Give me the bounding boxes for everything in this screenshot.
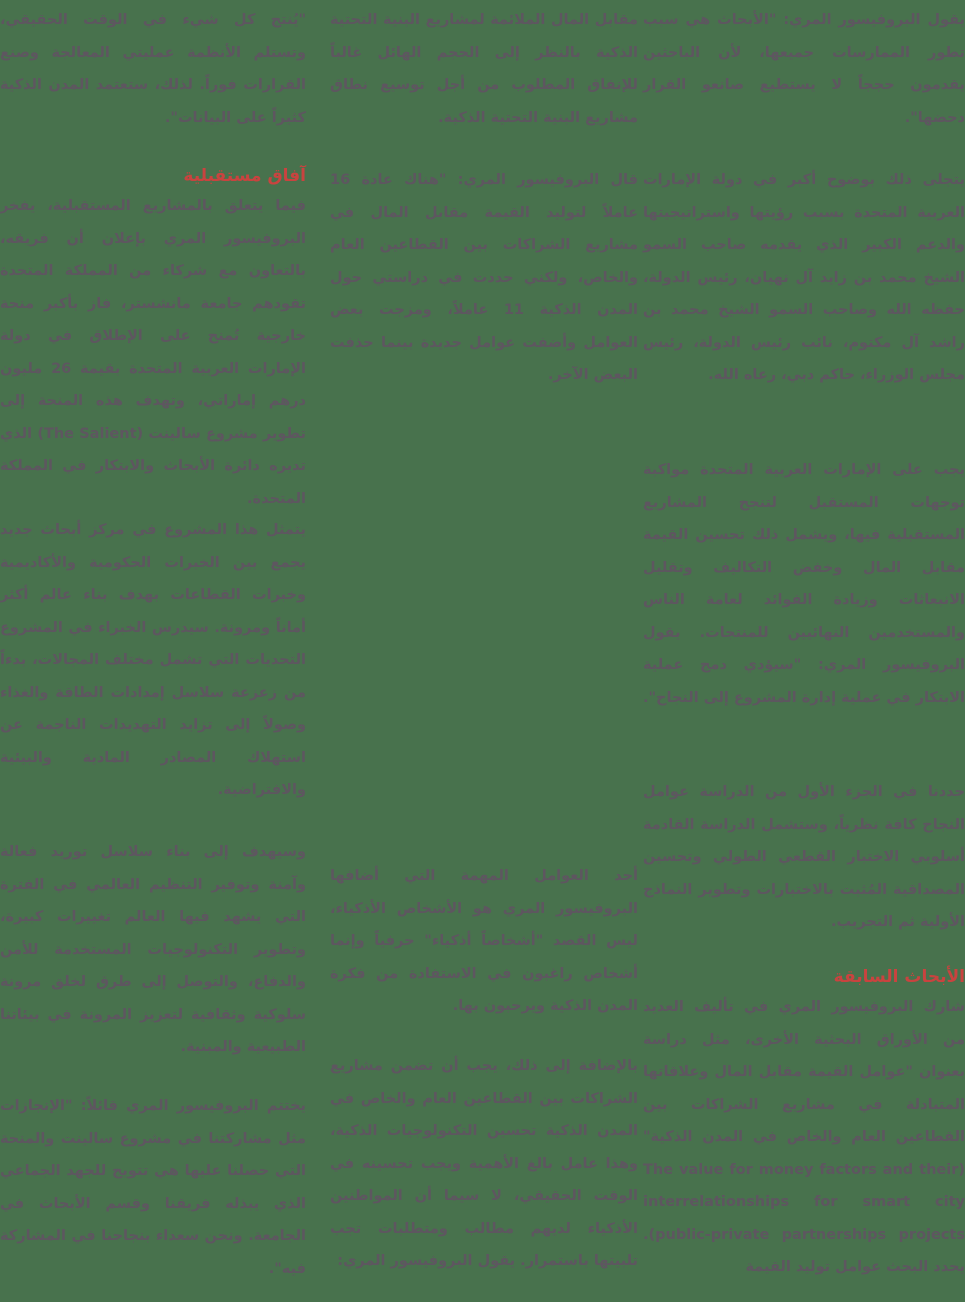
text-block [0, 1090, 306, 1285]
paragraph: يختتم البروفيسور المري قائلاً: "الإنجازات مثل مشاركتنا في مشروع سالينت والمنحة التي حصلنا عليها هي تتويج للجهد الجماعي الذي يبذله فريقنا وقسم الأبحاث في الجامعة. ونحن سعداء بنجاحنا في المشاركة فيه". [0, 1098, 306, 1277]
section [643, 963, 965, 1284]
text-block [643, 454, 965, 714]
paragraph: "يُنتج كل شيء في الوقت الحقيقي، وتستلم الأنظمة عمليتي المعالجة وصنع القرارات فوراً. لذلك، ستعتمد المدن الذكية كثيراً على البيانات". [0, 12, 306, 126]
text-block [0, 836, 306, 1064]
section-heading-previous-research: الأبحاث السابقة [833, 967, 965, 987]
text-block [643, 164, 965, 392]
text-block [330, 164, 638, 392]
paragraph: يقول البروفيسور المري: "الأبحاث هي سبب تطور الممارسات جميعها، لأن الباحثين يقدمون حججاً لا يستطيع صانعو القرار دحضها". [643, 12, 965, 126]
paragraph: بالإضافة إلى ذلك، يجب أن تضمن مشاريع الشراكات بين القطاعين العام والخاص في المدن الذكية تحسين التكنولوجيات الذكية، وهذا عامل بالغ الأهمية ويجب تحسينه في الوقت الحقيقي، لا سيما أن المواطنين الأذكياء لديهم مطالب ومتطلبات تجب تلبيتها باستمرار. يقول البروفيسور المري: [330, 1058, 638, 1269]
text-block [0, 514, 306, 807]
text-block [0, 4, 306, 134]
text-block [330, 4, 638, 134]
paragraph: وسيهدف إلى بناء سلاسل توريد فعالة وآمنة وتوفير التنظيم العالمي في الفترة التي يشهد فيها العالم تغييرات كبيرة، وتطوير التكنولوجيات المستخدمة للأمن والدفاع، والتوصل إلى طرق لخلق مرونة سلوكية وثقافية لتعزيز المرونة في بيئاتنا الطبيعية والمبنية. [0, 844, 306, 1055]
paragraph: فيما يتعلق بالمشاريع المستقبلية، يفخر البروفيسور المري بإعلان أن فريقه، بالتعاون مع شركاء من المملكة المتحدة تقودهم جامعة مانشستر، فاز بأكبر منحة خارجية تُمنح على الإطلاق في دولة الإمارات العربية المتحدة بقيمة 26 مليون درهم إماراتي، وتهدف هذه المنحة إلى تطوير مشروع سالينت (The Salient) الذي تديره دائرة الأبحاث والابتكار في المملكة المتحدة. [0, 198, 306, 507]
text-block [330, 1050, 638, 1278]
paragraph: شارك البروفيسور المري في تأليف العديد من الأوراق البحثية الأخرى، مثل دراسة بعنوان "عوامل القيمة مقابل المال وعلاقاتها المتبادلة في مشاريع الشراكات بين القطاعين العام والخاص في المدن الذكية" (The value for money factors and their interrelationships for smart city public-private partnerships projects). يحدد البحث عوامل توليد القيمة [643, 999, 965, 1275]
section-heading-future-prospects: آفاق مستقبلية [183, 166, 306, 186]
text-block [330, 860, 638, 1023]
paragraph: يتمثل هذا المشروع في مركز أبحاث جديد يجمع بين الخبرات الحكومية والأكاديمية وخبرات القطاعات بهدف بناء عالم أكثر أماناً ومرونة. سيدرس الخبراء في المشروع التحديات التي تشمل مختلف المجالات، بدءاً من زعزعة سلاسل إمدادات الطاقة والغذاء وصولاً إلى تزايد التهديدات الناجمة عن استهلاك المصادر المادية والبيئية والافتراضية. [0, 522, 306, 798]
paragraph: قال البروفيسور المري: "هناك عادة 16 عاملاً لتوليد القيمة مقابل المال في مشاريع الشراكات بين القطاعين العام والخاص، ولكني حددت في دراستي حول المدن الذكية 11 عاملاً، ومزجت بعض العوامل وأضفت عوامل جديدة بينما حذفت البعض الآخر. [330, 172, 639, 383]
paragraph: يتجلى ذلك بوضوح أكبر في دولة الإمارات العربية المتحدة بسبب رؤيتها واستراتيجيتها والدعم الكبير الذي يقدمه صاحب السمو الشيخ محمد بن زايد آل نهيان، رئيس الدولة، حفظه الله وصاحب السمو الشيخ محمد بن راشد آل مكتوم، نائب رئيس الدولة، رئيس مجلس الوزراء، حاكم دبي، رعاه الله. [643, 172, 965, 383]
section [0, 162, 306, 515]
text-block [643, 776, 965, 939]
paragraph: يجب على الإمارات العربية المتحدة مواكبة توجهات المستقبل لتنجح المشاريع المستقبلية فيها، ويشمل ذلك تحسين القيمة مقابل المال وخفض التكاليف وتقليل الانبعاثات وزيادة الفوائد لعامة الناس والمستخدمين النهائيين للمنتجات. يقول البروفيسور المري: "سيؤدي دمج عملية الابتكار في عملية إدارة المشروع إلى النجاح". [642, 462, 965, 706]
paragraph: أحد العوامل المهمة التي أضافها البروفيسور المري هو الأشخاص الأذكياء، ليس القصد "أشخاصاً أذكياء" حرفياً وإنما أشخاص راغبون في الاستفادة من فكرة المدن الذكية ويرحبون بها. [330, 868, 638, 1014]
text-block [643, 4, 965, 134]
paragraph: حددنا في الجزء الأول من الدراسة عوامل النجاح كافة نظرياً، وستشمل الدراسة القادمة أسلوبي الاختبار القطعي الطولي وتحسين المصداقية المُثبت بالاختبارات وتطوير النماذج الأولية ثم التجريب. [643, 784, 965, 930]
paragraph: مقابل المال الملائمة لمشاريع البنية التحتية الذكية بالنظر إلى الحجم الهائل غالباً للإنفاق المطلوب من أجل توسيع نطاق مشاريع البنية التحتية الذكية. [330, 12, 638, 126]
